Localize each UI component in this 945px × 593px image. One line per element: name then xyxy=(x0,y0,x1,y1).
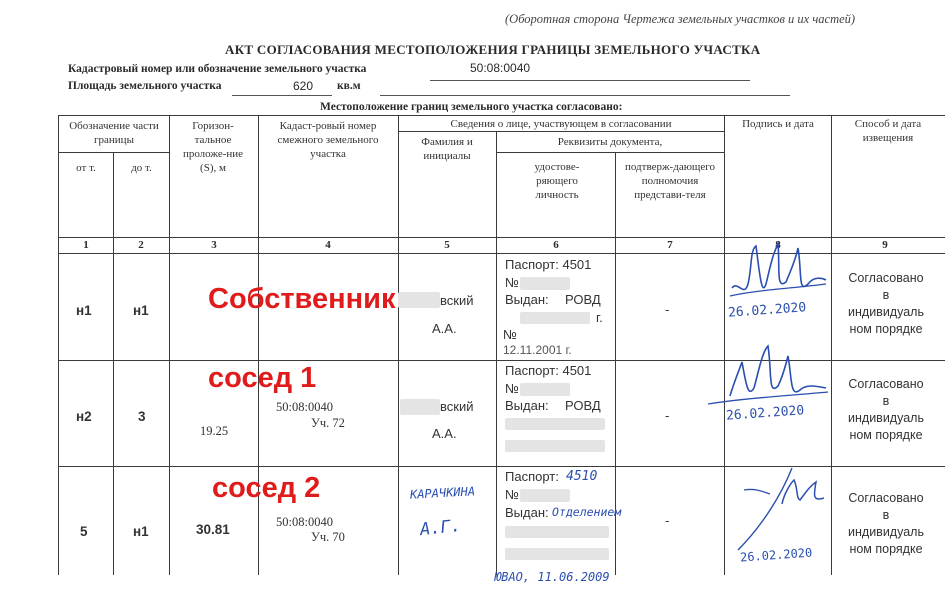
row-3-authority-doc: - xyxy=(665,513,670,528)
row-3-issued-by: Отделением xyxy=(552,505,622,519)
row-3-passport-series: 4510 xyxy=(566,469,598,484)
row-1-status-line-1: Согласовано xyxy=(848,271,924,285)
row-1-authority-doc: - xyxy=(665,302,670,317)
header-identity-document: удостове-ряющего личность xyxy=(534,161,580,201)
row-2-issued-by: РОВД xyxy=(565,398,601,413)
row-3-cadastral: 50:08:0040 xyxy=(276,515,333,529)
row-3-to: н1 xyxy=(133,524,149,539)
column-number-9: 9 xyxy=(882,239,888,251)
row-3-status-line-4: ном порядке xyxy=(849,542,923,556)
row-2-name-redaction xyxy=(400,399,440,415)
row-3-from: 5 xyxy=(80,524,88,539)
doc-split-line xyxy=(496,152,724,153)
row-2-sign-date: 26.02.2020 xyxy=(725,403,805,424)
header-authority-document: подтверж-дающего полномочия представи-теля xyxy=(624,161,716,201)
header-notice-method: Способ и дата извещения xyxy=(854,118,922,144)
header-document-details: Реквизиты документа, xyxy=(557,136,663,148)
column-number-1: 1 xyxy=(83,239,89,251)
row-2-passport: Паспорт: 4501 xyxy=(505,363,592,378)
row-1-to: н1 xyxy=(133,303,149,318)
cadastral-label: Кадастровый номер или обозначение земельного участка xyxy=(68,63,367,75)
row-1-passport: Паспорт: 4501 xyxy=(505,257,592,272)
header-name-initials: Фамилия и инициалы xyxy=(421,136,473,162)
row-1-sign-date: 26.02.2020 xyxy=(727,300,807,321)
row-1-owner-label: Собственник xyxy=(208,283,396,315)
col-line-2 xyxy=(169,115,170,575)
document-title: АКТ СОГЛАСОВАНИЯ МЕСТОПОЛОЖЕНИЯ ГРАНИЦЫ ЗЕМЕЛЬНОГО УЧАСТКА xyxy=(225,42,761,57)
row-3-initials: А.Г. xyxy=(419,515,462,541)
row-3-issued-label: Выдан: xyxy=(505,505,549,520)
area-label: Площадь земельного участка xyxy=(68,80,222,92)
row-3-status-line-2: в xyxy=(882,508,890,522)
header-border-part: Обозначение части границы xyxy=(69,120,159,146)
cadastral-underline xyxy=(430,80,750,81)
col-line-4 xyxy=(398,115,399,575)
reverse-side-note: (Оборотная сторона Чертежа земельных участков и их частей) xyxy=(505,12,856,26)
header-from-point: от т. xyxy=(76,162,96,174)
row-2-status-line-1: Согласовано xyxy=(848,377,924,391)
col-line-0 xyxy=(58,115,59,575)
row-2-status-line-4: ном порядке xyxy=(849,428,923,442)
row-2-plot: Уч. 72 xyxy=(311,416,345,430)
col-line-5 xyxy=(496,131,497,575)
row-1-status-line-2: в xyxy=(882,288,890,302)
col-line-1 xyxy=(113,152,114,575)
row-2-cadastral: 50:08:0040 xyxy=(276,400,333,414)
area-underline xyxy=(232,95,332,96)
row-3-status-line-1: Согласовано xyxy=(848,491,924,505)
row-1-issue-date: 12.11.2001 г. xyxy=(503,343,572,357)
column-number-6: 6 xyxy=(553,239,559,251)
row-2-status-line-3: индивидуаль xyxy=(848,411,924,425)
header-adjacent-cadastral: Кадаст-ровый номер смежного земельного участка xyxy=(277,120,379,160)
row-3-signature-icon xyxy=(730,458,830,558)
row-1-initials: А.А. xyxy=(432,321,457,336)
column-number-2: 2 xyxy=(138,239,144,251)
header-signature-date: Подпись и дата xyxy=(742,118,814,130)
row-1-city: г. xyxy=(596,310,603,325)
row-3-plot: Уч. 70 xyxy=(311,530,345,544)
area-line xyxy=(68,80,221,92)
row-2-neighbor-label: сосед 1 xyxy=(208,362,317,394)
area-underline-tail xyxy=(380,95,790,96)
row-3-length: 30.81 xyxy=(196,522,230,537)
row-1-number-label: № xyxy=(505,275,519,290)
col-line-3 xyxy=(258,115,259,575)
column-number-3: 3 xyxy=(211,239,217,251)
row-2-length: 19.25 xyxy=(200,424,229,438)
agreement-subtitle: Местоположение границ земельного участка согласовано: xyxy=(320,101,623,113)
row-1-issued-label: Выдан: xyxy=(505,292,549,307)
row-3-status xyxy=(834,490,938,558)
row-3-issued-redaction-2 xyxy=(505,548,609,560)
table-top-border xyxy=(58,115,945,116)
row-1-issued-redaction xyxy=(520,312,590,324)
row-1-code-label: № xyxy=(503,327,517,342)
cadastral-value: 50:08:0040 xyxy=(470,61,531,75)
cadastral-line xyxy=(68,63,366,75)
row-2-number-redaction xyxy=(520,383,570,396)
row-2-number-label: № xyxy=(505,381,519,396)
row-3-sign-date: 26.02.2020 xyxy=(739,545,813,565)
row-2-status-line-2: в xyxy=(882,394,890,408)
row-1-name-redaction xyxy=(398,292,440,308)
row-1-surname: вский xyxy=(440,293,474,308)
column-number-8: 8 xyxy=(775,239,781,251)
header-horizontal-length: Горизон-тальное проложе-ние (S), м xyxy=(182,120,244,174)
row-1-status-line-4: ном порядке xyxy=(849,322,923,336)
row-2-date-redaction xyxy=(505,440,605,452)
row-3-issue-date: ЮВАО, 11.06.2009 xyxy=(494,570,610,584)
row-3-passport: Паспорт: xyxy=(505,469,559,484)
row-2-authority-doc: - xyxy=(665,408,670,423)
row-1-from: н1 xyxy=(76,303,92,318)
row-3-neighbor-label: сосед 2 xyxy=(212,472,321,504)
row-1-issued-by: РОВД xyxy=(565,292,601,307)
header-participant-group: Сведения о лице, участвующем в согласовании xyxy=(450,118,672,130)
row-3-surname: КАРАЧКИНА xyxy=(409,484,476,502)
column-number-7: 7 xyxy=(667,239,673,251)
row-2-surname: вский xyxy=(440,399,474,414)
header-to-point: до т. xyxy=(131,162,152,174)
row-2-issued-redaction xyxy=(505,418,605,430)
area-unit: кв.м xyxy=(337,80,361,92)
row-1-status-line-3: индивидуаль xyxy=(848,305,924,319)
border-part-split-line xyxy=(59,152,169,153)
row-1-status xyxy=(834,270,938,338)
row-2-from: н2 xyxy=(76,409,92,424)
row-3-status-line-3: индивидуаль xyxy=(848,525,924,539)
row-3-issued-redaction xyxy=(505,526,609,538)
row-1-number-redaction xyxy=(520,277,570,290)
row-3-number-label: № xyxy=(505,487,519,502)
row-2-to: 3 xyxy=(138,409,146,424)
row-3-number-redaction xyxy=(520,489,570,502)
row-2-issued-label: Выдан: xyxy=(505,398,549,413)
column-number-5: 5 xyxy=(444,239,450,251)
row-2-initials: А.А. xyxy=(432,426,457,441)
area-value: 620 xyxy=(293,79,314,93)
row-2-status xyxy=(834,376,938,444)
group-header-line xyxy=(398,131,724,132)
column-number-4: 4 xyxy=(325,239,331,251)
col-line-8 xyxy=(831,115,832,575)
